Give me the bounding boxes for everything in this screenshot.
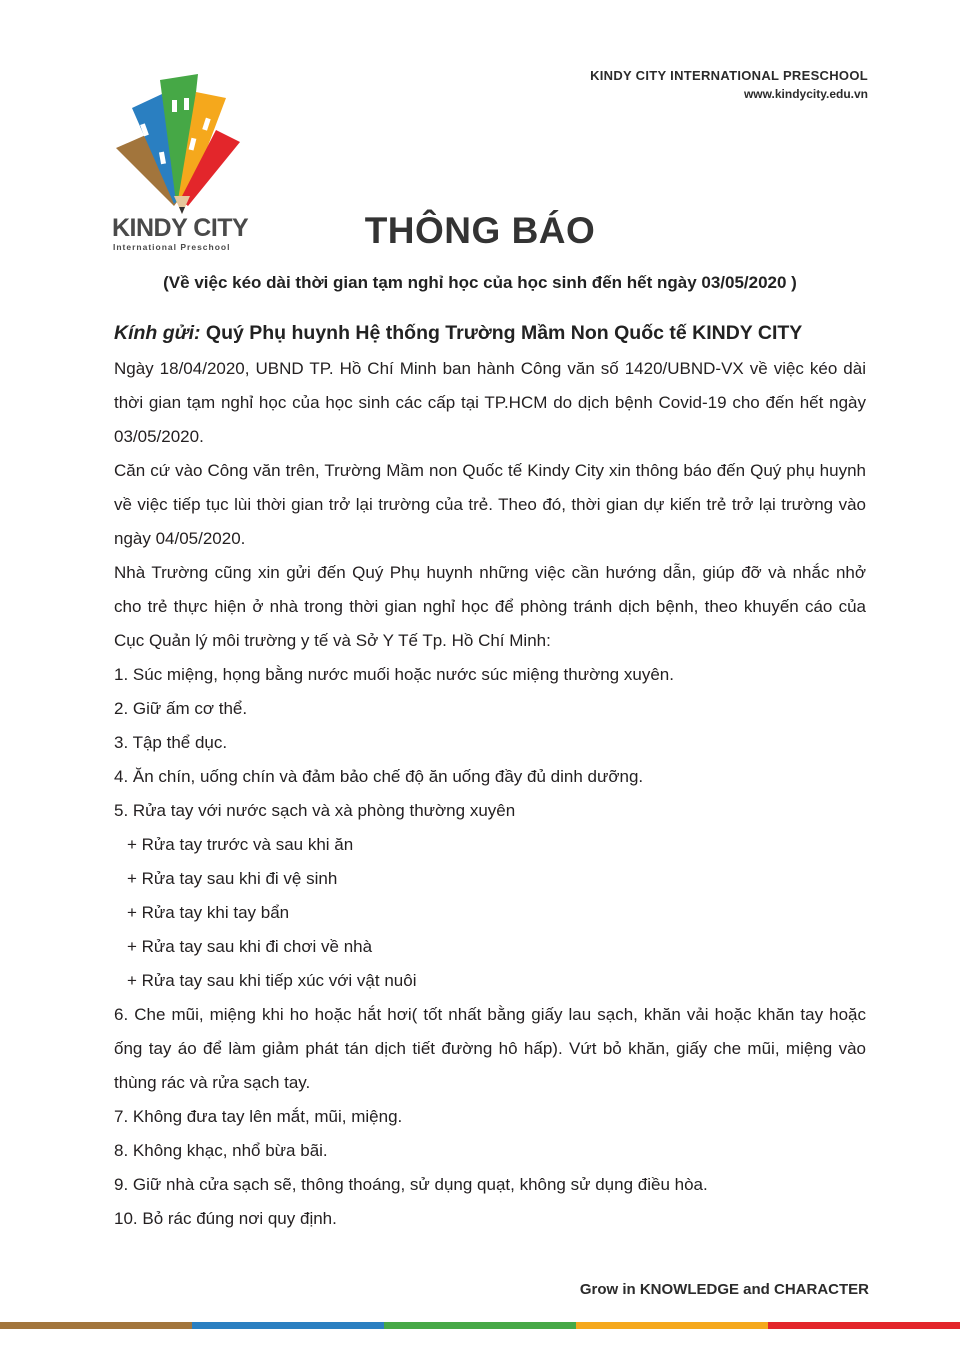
school-website: www.kindycity.edu.vn: [743, 87, 868, 101]
page-subtitle: (Về việc kéo dài thời gian tạm nghỉ học của học sinh đến hết ngày 03/05/2020 ): [163, 273, 797, 292]
color-segment: [192, 1322, 384, 1329]
recipient-name: Quý Phụ huynh Hệ thống Trường Mầm Non Quốc tế KINDY CITY: [205, 322, 803, 344]
paragraph: Căn cứ vào Công văn trên, Trường Mầm non Quốc tế Kindy City xin thông báo đến Quý phụ huynh về việc tiếp tục lùi thời gian trở lại trường của trẻ. Theo đó, thời gian dự kiến trẻ trở lại trường vào ngày 04/05/2020.: [114, 461, 866, 548]
school-name: KINDY CITY INTERNATIONAL PRESCHOOL: [590, 68, 868, 83]
sub-list-item: + Rửa tay trước và sau khi ăn: [127, 835, 354, 854]
page-title: THÔNG BÁO: [364, 210, 596, 251]
list-item: 1. Súc miệng, họng bằng nước muối hoặc nước súc miệng thường xuyên.: [114, 665, 674, 684]
list-item: 2. Giữ ấm cơ thể.: [114, 699, 248, 718]
list-item: 3. Tập thể dục.: [114, 733, 228, 752]
footer-color-bar: [0, 1322, 960, 1329]
paragraph: Nhà Trường cũng xin gửi đến Quý Phụ huynh những việc cần hướng dẫn, giúp đỡ và nhắc nhở cho trẻ thực hiện ở nhà trong thời gian nghỉ học để phòng tránh dịch bệnh, theo khuyến cáo của Cục Quản lý môi trường y tế và Sở Y Tế Tp. Hồ Chí Minh:: [114, 563, 866, 650]
paragraph: Ngày 18/04/2020, UBND TP. Hồ Chí Minh ban hành Công văn số 1420/UBND-VX về việc kéo dài thời gian tạm nghỉ học của học sinh các cấp tại TP.HCM do dịch bệnh Covid-19 cho đến hết ngày 03/05/2020.: [114, 359, 866, 446]
sub-list-item: + Rửa tay sau khi đi chơi về nhà: [127, 937, 373, 956]
recipient-line: [114, 322, 802, 345]
pencil-building-logo-icon: [112, 68, 252, 218]
list-item: 4. Ăn chín, uống chín và đảm bảo chế độ ăn uống đầy đủ dinh dưỡng.: [114, 767, 644, 786]
logo-tagline: International Preschool: [113, 242, 231, 252]
list-item: 6. Che mũi, miệng khi ho hoặc hắt hơi( tốt nhất bằng giấy lau sạch, khăn vải hoặc khăn tay hoặc ống tay áo để làm giảm phát tán dịch tiết đường hô hấp). Vứt bỏ khăn, giấy che mũi, miệng vào thùng rác và rửa sạch tay.: [114, 1005, 866, 1092]
list-item: 8. Không khạc, nhổ bừa bãi.: [114, 1141, 328, 1160]
notice-body: [114, 352, 866, 1236]
color-segment: [384, 1322, 576, 1329]
color-segment: [768, 1322, 960, 1329]
list-item: 7. Không đưa tay lên mắt, mũi, miệng.: [114, 1107, 403, 1126]
list-item: 9. Giữ nhà cửa sạch sẽ, thông thoáng, sử dụng quạt, không sử dụng điều hòa.: [114, 1175, 708, 1194]
color-segment: [0, 1322, 192, 1329]
color-segment: [576, 1322, 768, 1329]
list-item: 5. Rửa tay với nước sạch và xà phòng thường xuyên: [114, 801, 516, 820]
list-item: 10. Bỏ rác đúng nơi quy định.: [114, 1209, 337, 1228]
logo-name: KINDY CITY: [112, 214, 249, 242]
sub-list-item: + Rửa tay sau khi đi vệ sinh: [127, 869, 338, 888]
sub-list-item: + Rửa tay sau khi tiếp xúc với vật nuôi: [127, 971, 417, 990]
sub-list-item: + Rửa tay khi tay bẩn: [127, 903, 290, 922]
footer-slogan: Grow in KNOWLEDGE and CHARACTER: [579, 1281, 869, 1298]
salutation: Kính gửi:: [114, 322, 201, 344]
